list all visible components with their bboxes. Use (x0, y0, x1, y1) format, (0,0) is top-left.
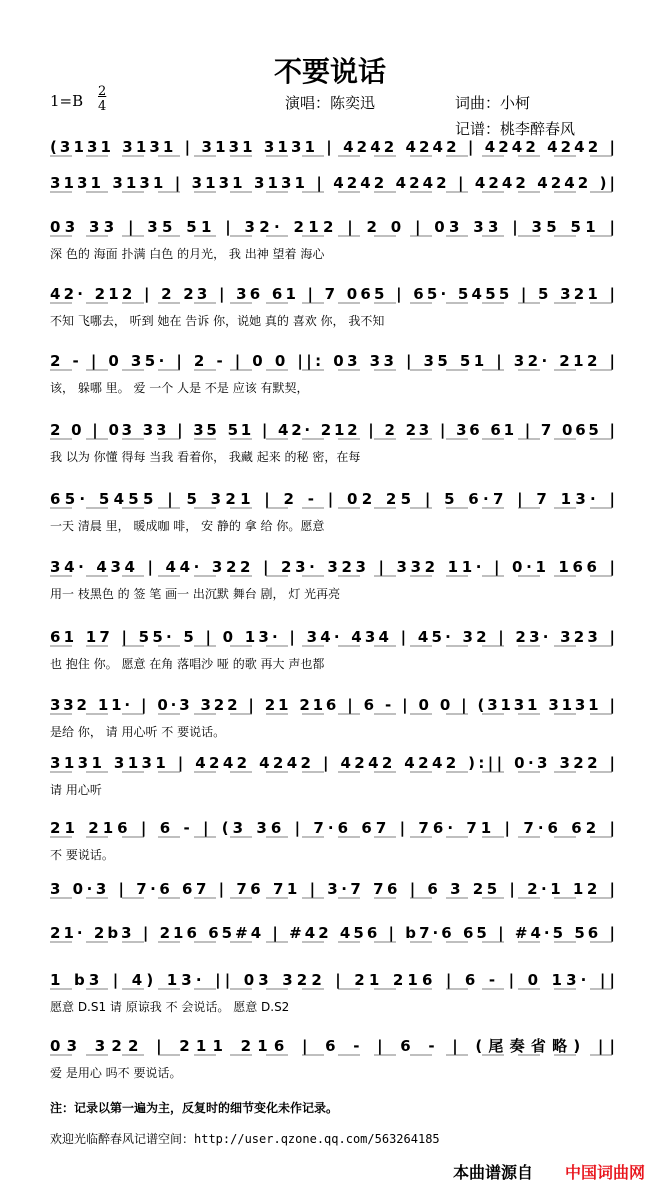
song-title: 不要说话 (273, 55, 386, 88)
notation-line: 332 11· | 0·3 322 | 21 216 | 6 - | 0 0 | (3131 3131 | (50, 696, 615, 714)
lyrics-line: 一天 清晨 里， 暖成咖 啡， 安 静的 拿 给 你。愿意 (50, 519, 325, 533)
lyrics-line: 爱 是用心 吗不 要说话。 (50, 1066, 182, 1080)
notation-line: 3 0·3 | 7·6 67 | 76 71 | 3·7 76 | 6 3 25 | 2·1 12 | (50, 880, 615, 898)
notation-line: 61 17 | 55· 5 | 0 13· | 34· 434 | 45· 32 | 23· 323 | (50, 628, 615, 646)
key-signature: 1=B (50, 92, 84, 110)
lyrics-line: 深 色的 海面 扑满 白色 的月光， 我 出神 望着 海心 (50, 247, 325, 261)
source-label: 本曲谱源自 (453, 1163, 534, 1182)
transcription-note: 注：记录以第一遍为主，反复时的细节变化未作记录。 (50, 1101, 339, 1115)
notation-line: 3131 3131 | 4242 4242 | 4242 4242 ):|| 0·3 322 | (50, 754, 615, 772)
notation-line: 34· 434 | 44· 322 | 23· 323 | 332 11· | 0·1 166 | (50, 558, 615, 576)
transcriber-credit: 记谱：桃李醉春风 (455, 120, 576, 138)
lyrics-line: 用一 枝黑色 的 签 笔 画一 出沉默 舞台 剧， 灯 光再亮 (50, 587, 341, 601)
notation-line: 21 216 | 6 - | (3 36 | 7·6 67 | 76· 71 | 7·6 62 | (50, 819, 616, 837)
lyrics-line: 请 用心听 (50, 783, 102, 797)
notation-line: (3131 3131 | 3131 3131 | 4242 4242 | 4242 4242 | (50, 138, 615, 156)
lyrics-line: 也 抱住 你。 愿意 在角 落唱沙 哑 的歌 再大 声也都 (50, 657, 325, 671)
time-numerator: 2 (98, 84, 107, 99)
lyricist-composer-credit: 词曲：小柯 (455, 94, 531, 112)
notation-line: 65· 5455 | 5 321 | 2 - | 02 25 | 5 6·7 | 7 13· | (50, 490, 615, 508)
notation-line: 3131 3131 | 3131 3131 | 4242 4242 | 4242 4242 )| (50, 174, 615, 192)
lyrics-line: 不知 飞哪去， 听到 她在 告诉 你，说她 真的 喜欢 你， 我不知 (50, 314, 385, 328)
notation-line: 03 33 | 35 51 | 32· 212 | 2 0 | 03 33 | 35 51 | (50, 218, 616, 236)
source-site: 中国词曲网 (565, 1163, 646, 1182)
lyrics-line: 不 要说话。 (50, 848, 114, 862)
singer-credit: 演唱：陈奕迅 (285, 94, 376, 112)
notation-line: 2 0 | 03 33 | 35 51 | 42· 212 | 2 23 | 36 61 | 7 065 | (50, 421, 615, 439)
time-denominator: 4 (98, 99, 107, 114)
lyrics-line: 是给 你， 请 用心听 不 要说话。 (50, 725, 226, 739)
lyrics-line: 该， 躲哪 里。 爱 一个 人是 不是 应该 有默契， (50, 381, 309, 395)
lyrics-line: 愿意 D.S1 请 原谅我 不 会说话。 愿意 D.S2 (50, 1000, 290, 1014)
lyrics-line: 我 以为 你懂 得每 当我 看着你， 我藏 起来 的秘 密，在每 (50, 450, 361, 464)
notation-line: 03 322 | 211 216 | 6 - | 6 - | (尾奏省略) || (50, 1037, 615, 1055)
welcome-line: 欢迎光临醉春风记谱空间：http://user.qzone.qq.com/563264185 (50, 1132, 440, 1146)
notation-line: 21· 2b3 | 216 65#4 | #42 456 | b7·6 65 | #4·5 56 | (50, 924, 615, 942)
notation-line: 2 - | 0 35· | 2 - | 0 0 ||: 03 33 | 35 51 | 32· 212 | (50, 352, 615, 370)
notation-line: 1 b3 | 4) 13· || 03 322 | 21 216 | 6 - | 0 13· || (50, 971, 615, 989)
notation-line: 42· 212 | 2 23 | 36 61 | 7 065 | 65· 5455 | 5 321 | (50, 285, 615, 303)
